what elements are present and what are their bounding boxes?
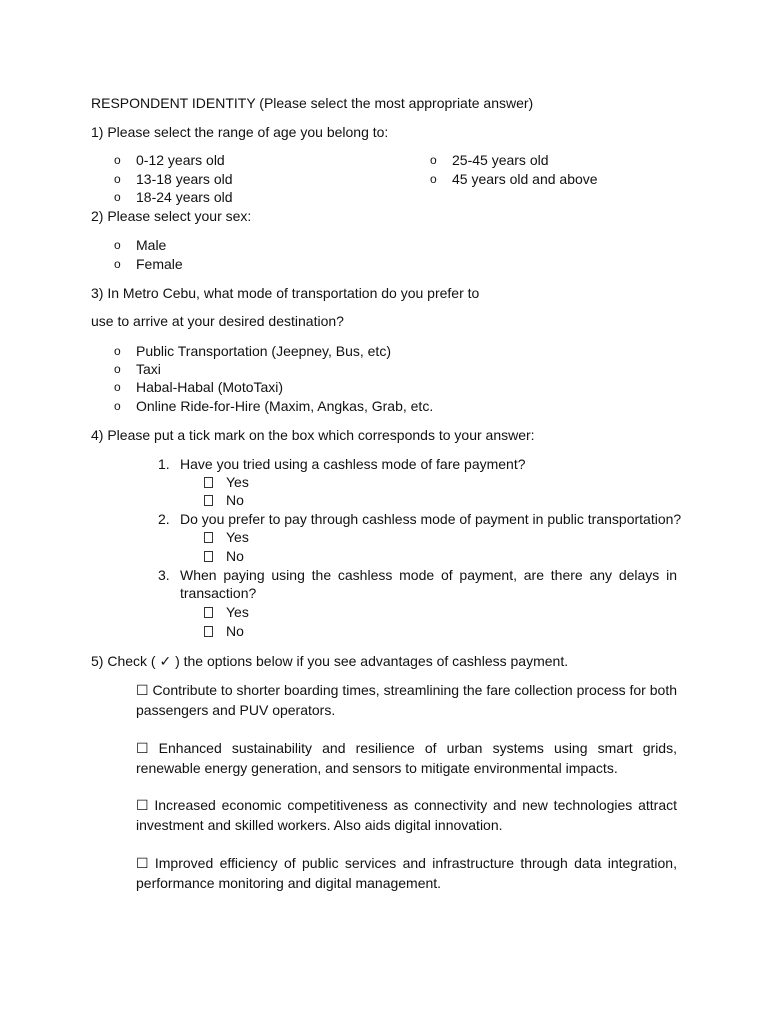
section-title: RESPONDENT IDENTITY (Please select the most appropriate answer) (91, 95, 534, 111)
question-3-label: 3) In Metro Cebu, what mode of transportation do you prefer to (91, 285, 480, 301)
bullet-icon: o (430, 153, 437, 167)
option-label: Female (136, 256, 183, 272)
option-label: Habal-Habal (MotoTaxi) (136, 379, 284, 395)
question-3-label-cont: use to arrive at your desired destination? (91, 313, 344, 329)
option-label: Online Ride-for-Hire (Maxim, Angkas, Grab, etc. (136, 398, 434, 414)
option-label: Taxi (136, 361, 161, 377)
option-label: No (226, 548, 244, 564)
question-number: 2. (158, 511, 170, 527)
option-label: 25-45 years old (452, 152, 549, 168)
bullet-icon: o (114, 344, 121, 358)
question-number: 1. (158, 456, 170, 472)
checkbox-icon[interactable] (204, 495, 213, 506)
bullet-icon: o (114, 257, 121, 271)
option-label: Yes (226, 604, 249, 620)
option-label: 0-12 years old (136, 152, 225, 168)
bullet-icon: o (114, 238, 121, 252)
question-text: When paying using the cashless mode of payment, are there any delays in transaction? (180, 567, 677, 601)
checkbox-icon[interactable] (204, 477, 213, 488)
bullet-icon: o (114, 153, 121, 167)
checkbox-icon[interactable] (204, 607, 213, 618)
option-label: Public Transportation (Jeepney, Bus, etc) (136, 343, 391, 359)
advantage-option[interactable]: ☐ Improved efficiency of public services and infrastructure through data integration, performance monitoring and digital management. (136, 855, 677, 891)
option-label: Yes (226, 529, 249, 545)
question-text: Do you prefer to pay through cashless mode of payment in public transportation? (180, 511, 682, 527)
question-1-label: 1) Please select the range of age you belong to: (91, 124, 389, 140)
option-label: 13-18 years old (136, 171, 233, 187)
bullet-icon: o (114, 380, 121, 394)
option-label: No (226, 492, 244, 508)
checkbox-icon[interactable] (204, 532, 213, 543)
bullet-icon: o (114, 172, 121, 186)
option-label: 45 years old and above (452, 171, 598, 187)
bullet-icon: o (114, 362, 121, 376)
question-4-label: 4) Please put a tick mark on the box which corresponds to your answer: (91, 427, 535, 443)
question-5-label: 5) Check ( ✓ ) the options below if you see advantages of cashless payment. (91, 653, 569, 669)
bullet-icon: o (114, 190, 121, 204)
question-text: Have you tried using a cashless mode of fare payment? (180, 456, 526, 472)
option-label: Yes (226, 474, 249, 490)
checkbox-icon[interactable] (204, 626, 213, 637)
option-label: 18-24 years old (136, 189, 233, 205)
bullet-icon: o (114, 399, 121, 413)
option-label: Male (136, 237, 167, 253)
question-2-label: 2) Please select your sex: (91, 208, 252, 224)
checkbox-icon[interactable] (204, 551, 213, 562)
bullet-icon: o (430, 172, 437, 186)
advantage-option[interactable]: ☐ Contribute to shorter boarding times, streamlining the fare collection process for both passengers and PUV operators. (136, 682, 677, 718)
advantage-option[interactable]: ☐ Enhanced sustainability and resilience of urban systems using smart grids, renewable energy generation, and sensors to mitigate environmental impacts. (136, 740, 677, 776)
advantage-option[interactable]: ☐ Increased economic competitiveness as connectivity and new technologies attract investment and skilled workers. Also aids digital innovation. (136, 797, 677, 833)
question-number: 3. (158, 567, 170, 583)
option-label: No (226, 623, 244, 639)
